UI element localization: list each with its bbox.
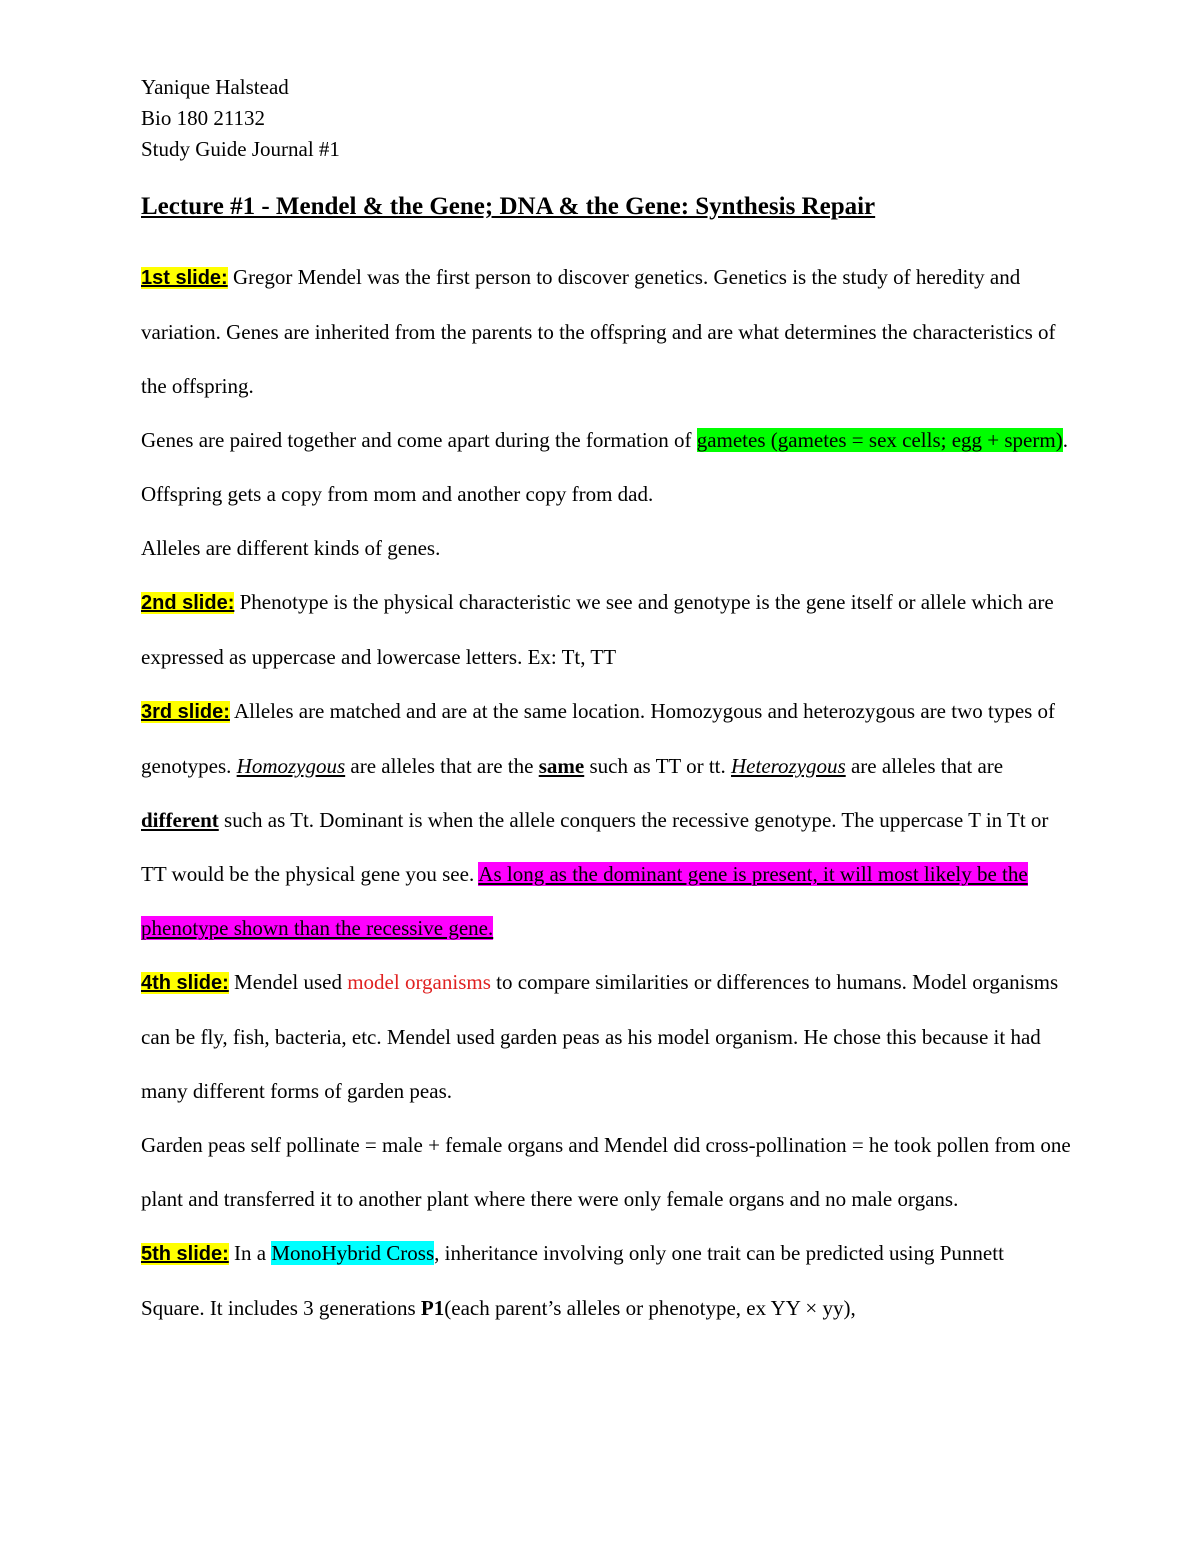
dominant-highlight: As long as the dominant gene is present, it will most likely be the phenotype shown than the recessive gene. <box>141 862 1028 940</box>
slide1-text: Gregor Mendel was the first person to discover genetics. Genetics is the study of heredity and variation. Genes are inherited from the parents to the offspring and are what determines the characteristics of the offspring. <box>141 265 1056 398</box>
slide5-label: 5th slide: <box>141 1243 229 1265</box>
lecture-title: Lecture #1 - Mendel & the Gene; DNA & the Gene: Synthesis Repair <box>141 193 876 220</box>
slide2-label: 2nd slide: <box>141 592 235 614</box>
slide5-text-a: In a <box>228 1241 272 1265</box>
header-block <box>141 72 340 165</box>
slide5-paragraph <box>141 1226 1071 1335</box>
slide3-paragraph <box>141 684 1071 955</box>
slide1-gametes-paragraph <box>141 413 1071 521</box>
slide5-text-c: (each parent’s alleles or phenotype, ex YY × yy), <box>444 1296 856 1320</box>
slide4-paragraph <box>141 955 1071 1118</box>
slide3-text-b: are alleles that are the <box>345 754 539 778</box>
slide3-label: 3rd slide: <box>141 701 230 723</box>
author-name: Yanique Halstead <box>141 75 289 99</box>
slide3-text-e: such as Tt. Dominant is when the allele conquers the recessive genotype. The uppercase T in Tt or TT would be the physical gene you see. <box>141 808 1049 886</box>
slide1-label: 1st slide: <box>141 267 228 289</box>
slide4-text-b: to compare similarities or differences to humans. Model organisms can be fly, fish, bacteria, etc. Mendel used garden peas as his model organism. He chose this because it had many different forms of garden peas. <box>141 970 1059 1103</box>
p1-term: P1 <box>420 1296 445 1320</box>
monohybrid-highlight: MonoHybrid Cross <box>271 1241 435 1265</box>
gametes-text: Genes are paired together and come apart during the formation of <box>141 428 697 452</box>
document-body <box>141 250 1071 1335</box>
slide5-text-b: , inheritance involving only one trait can be predicted using Punnett Square. It includes 3 generations <box>141 1241 1004 1320</box>
gametes-highlight: gametes (gametes = sex cells; egg + sperm) <box>696 428 1063 452</box>
different-term: different <box>141 808 219 832</box>
slide2-paragraph <box>141 575 1071 684</box>
assignment-title: Study Guide Journal #1 <box>141 137 340 161</box>
slide1-paragraph <box>141 250 1071 413</box>
slide3-text-a: Alleles are matched and are at the same location. Homozygous and heterozygous are two types of genotypes. <box>141 699 1056 778</box>
gametes-text-end: . Offspring gets a copy from mom and another copy from dad. <box>141 428 1068 506</box>
pollination-paragraph: Garden peas self pollinate = male + female organs and Mendel did cross-pollination = he took pollen from one plant and transferred it to another plant where there were only female organs and no male organs. <box>141 1133 1071 1211</box>
slide3-text-d: are alleles that are <box>845 754 1004 778</box>
course-code: Bio 180 21132 <box>141 106 266 130</box>
slide4-text-a: Mendel used <box>228 970 348 994</box>
heterozygous-term: Heterozygous <box>731 754 846 778</box>
model-organisms-term: model organisms <box>347 970 491 994</box>
slide2-text: Phenotype is the physical characteristic we see and genotype is the gene itself or allele which are expressed as uppercase and lowercase letters. Ex: Tt, TT <box>141 590 1054 669</box>
slide4-label: 4th slide: <box>141 972 229 994</box>
alleles-paragraph: Alleles are different kinds of genes. <box>141 536 441 560</box>
same-term: same <box>538 754 585 778</box>
homozygous-term: Homozygous <box>236 754 346 778</box>
slide3-text-c: such as TT or tt. <box>584 754 732 778</box>
